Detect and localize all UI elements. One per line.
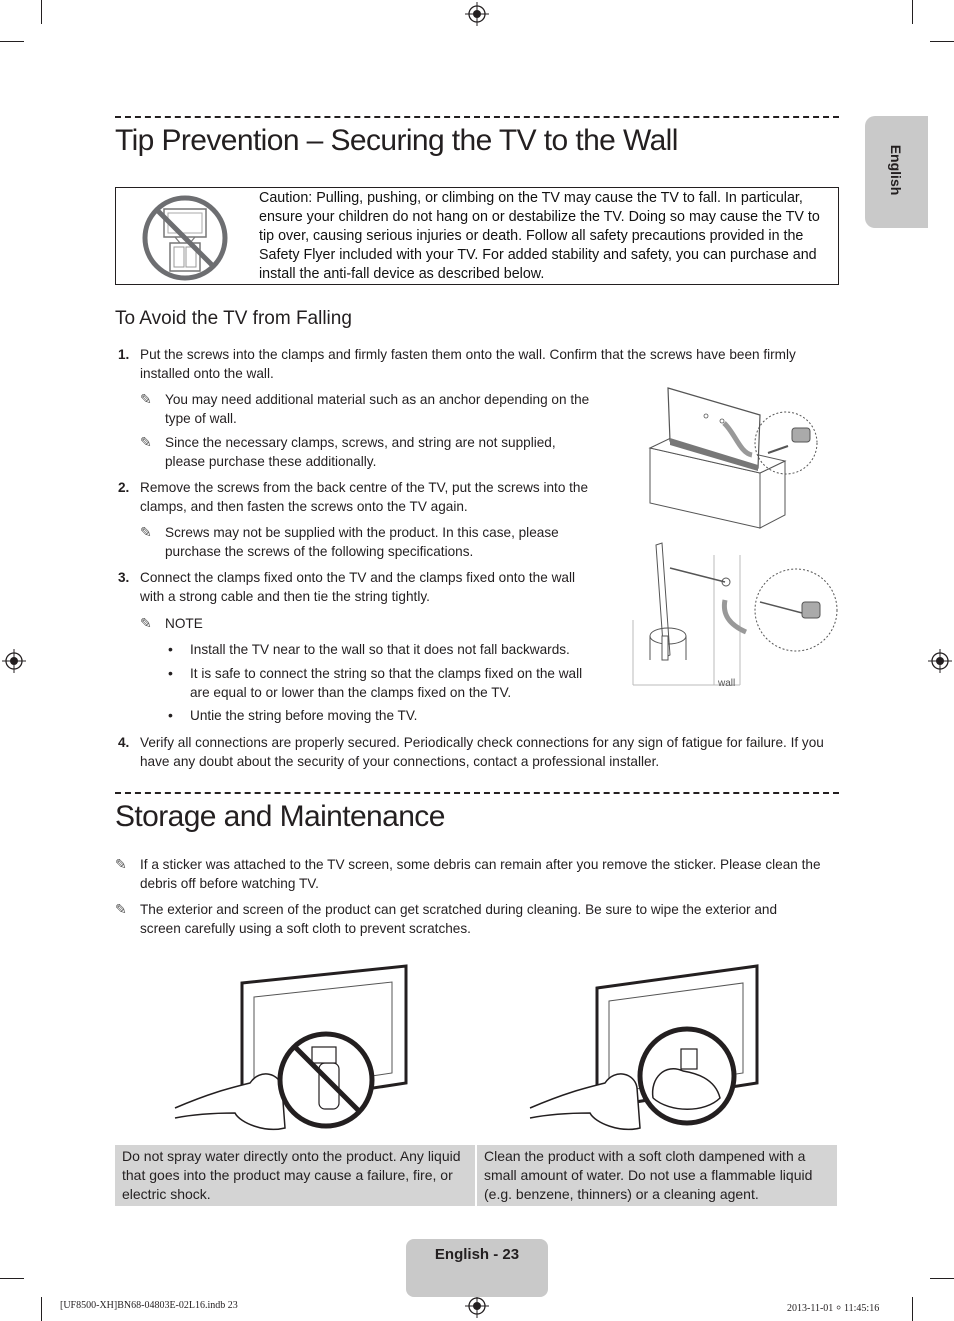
registration-mark-icon — [465, 2, 489, 26]
pencil-note-icon: ✎ — [140, 434, 152, 450]
tv-back-clamp-illustration — [640, 383, 830, 533]
note-label: NOTE — [165, 616, 203, 631]
crop-mark — [930, 1278, 954, 1279]
crop-mark — [0, 1278, 24, 1279]
step-text: Put the screws into the clamps and firmly fasten them onto the wall. Confirm that the screws have been firmly installed onto the wall. — [140, 347, 796, 381]
bullet-icon: • — [168, 707, 173, 723]
registration-mark-icon — [928, 649, 952, 673]
crop-mark — [912, 0, 913, 24]
caption-soft-cloth: Clean the product with a soft cloth dampened with a small amount of water. Do not use a flammable liquid (e.g. benzene, thinners) or a cleaning agent. — [477, 1145, 837, 1206]
no-climbing-tv-icon — [140, 195, 230, 283]
tv-wall-string-illustration — [630, 540, 842, 690]
wall-label: wall — [718, 678, 736, 689]
note-text: Since the necessary clamps, screws, and string are not supplied, please purchase these additionally. — [165, 435, 556, 469]
step-text: Remove the screws from the back centre of the TV, put the screws into the clamps, and then fasten the screws onto the TV again. — [140, 480, 589, 514]
step-number: 1. — [118, 347, 130, 362]
pencil-note-icon: ✎ — [140, 524, 152, 540]
bullet-icon: • — [168, 641, 173, 657]
step-number: 3. — [118, 570, 130, 585]
language-tab-label: English — [888, 144, 904, 196]
step-number: 4. — [118, 735, 130, 750]
bullet-text: Untie the string before moving the TV. — [190, 708, 418, 723]
caption-no-spray: Do not spray water directly onto the product. Any liquid that goes into the product may cause a failure, fire, or electric shock. — [115, 1145, 475, 1206]
crop-mark — [930, 41, 954, 42]
caution-text: Caution: Pulling, pushing, or climbing on the TV may cause the TV to fall. In particular, ensure your children do not hang on or destabilize the TV. Doing so may cause the TV to tip over, causing serious injuries or death. Follow all safety precautions provided in the Safety Flyer included with your TV. For added stability and safety, you can purchase and install the anti-fall device as described below. — [259, 190, 820, 282]
crop-mark — [41, 1297, 42, 1321]
section-title: Storage and Maintenance — [115, 800, 445, 833]
timestamp: 2013-11-01 ⸰ 11:45:16 — [787, 1303, 880, 1314]
pencil-note-icon: ✎ — [140, 391, 152, 407]
bullet-icon: • — [168, 665, 173, 681]
section-divider — [115, 116, 839, 118]
step-text: Connect the clamps fixed onto the TV and the clamps fixed onto the wall with a strong cable and then tie the string tightly. — [140, 570, 575, 604]
note-text: Screws may not be supplied with the product. In this case, please purchase the screws of the following specifications. — [165, 525, 559, 559]
registration-mark-icon — [465, 1294, 489, 1318]
crop-mark — [41, 0, 42, 24]
step-number: 2. — [118, 480, 130, 495]
note-text: The exterior and screen of the product can get scratched during cleaning. Be sure to wipe the exterior and screen carefully using a soft cloth to prevent scratches. — [140, 902, 778, 936]
pencil-note-icon: ✎ — [115, 856, 127, 872]
section-divider — [115, 792, 839, 794]
crop-mark — [0, 41, 24, 42]
registration-mark-icon — [2, 649, 26, 673]
pencil-note-icon: ✎ — [140, 615, 152, 631]
pencil-note-icon: ✎ — [115, 901, 127, 917]
soft-cloth-illustration — [525, 963, 770, 1133]
subsection-title: To Avoid the TV from Falling — [115, 308, 352, 329]
section-title: Tip Prevention – Securing the TV to the Wall — [115, 124, 678, 157]
bullet-text: Install the TV near to the wall so that it does not fall backwards. — [190, 642, 570, 657]
bullet-text: It is safe to connect the string so that the clamps fixed on the wall are equal to or lower than the clamps fixed on the TV. — [190, 666, 583, 700]
file-slug: [UF8500-XH]BN68-04803E-02L16.indb 23 — [60, 1300, 238, 1311]
step-text: Verify all connections are properly secured. Periodically check connections for any sign of fatigue for failure. If you have any doubt about the security of your connections, contact a professional installer. — [140, 735, 824, 769]
crop-mark — [912, 1297, 913, 1321]
note-text: You may need additional material such as an anchor depending on the type of wall. — [165, 392, 590, 426]
page-number: English - 23 — [434, 1246, 520, 1263]
note-text: If a sticker was attached to the TV screen, some debris can remain after you remove the sticker. Please clean the debris off before watching TV. — [140, 857, 821, 891]
no-spray-illustration — [170, 963, 415, 1133]
